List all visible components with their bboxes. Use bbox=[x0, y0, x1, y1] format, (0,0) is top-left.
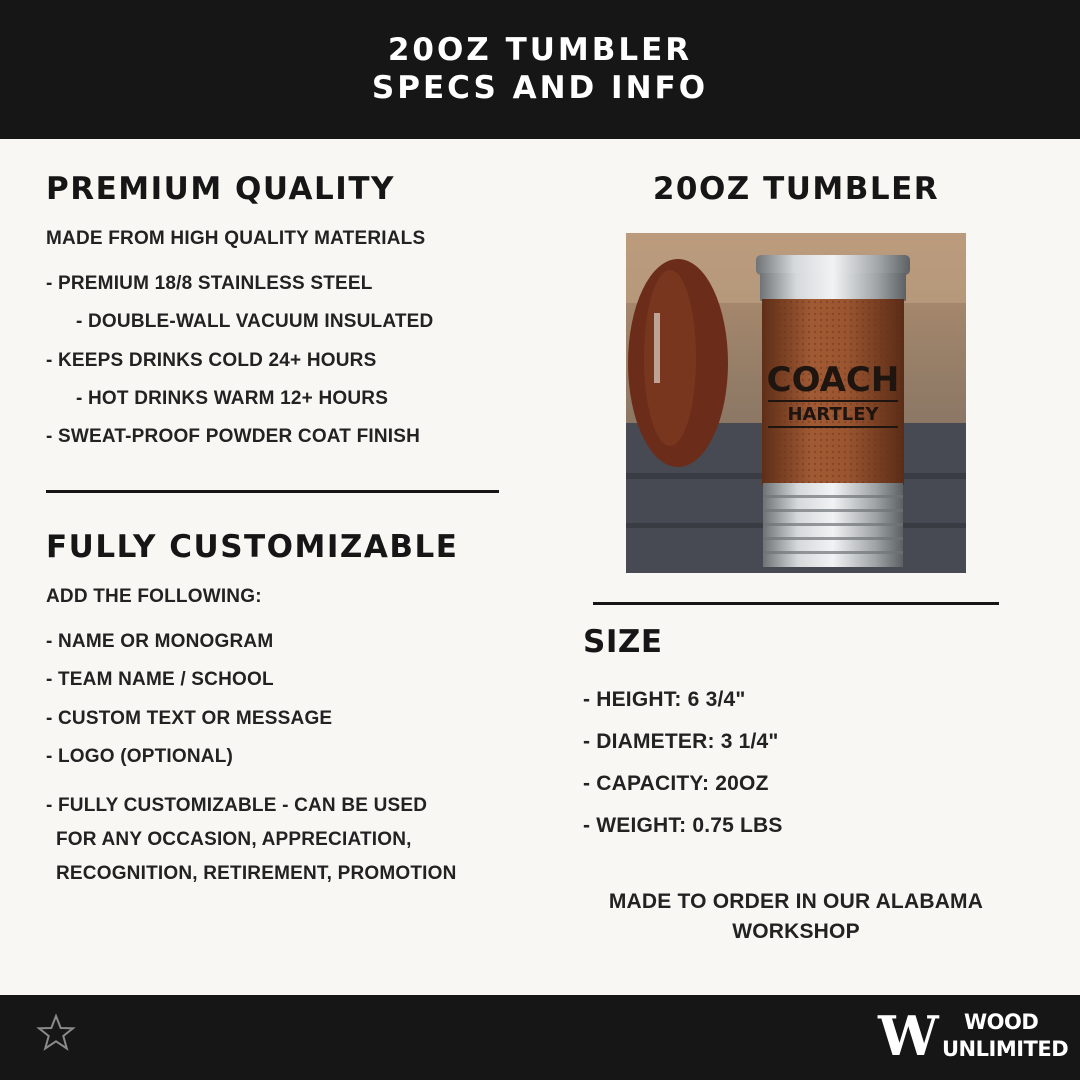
premium-quality-heading: PREMIUM QUALITY bbox=[46, 171, 395, 207]
page-footer bbox=[0, 995, 1080, 1080]
size-item-capacity: - CAPACITY: 20OZ bbox=[583, 772, 769, 795]
size-item-height: - HEIGHT: 6 3/4" bbox=[583, 688, 746, 711]
engraving-line-2: HARTLEY bbox=[787, 404, 879, 425]
made-to-order-line-2: WORKSHOP bbox=[732, 920, 860, 943]
page-header bbox=[0, 0, 1080, 139]
custom-item-name: - NAME OR MONOGRAM bbox=[46, 631, 274, 652]
custom-item-text: - CUSTOM TEXT OR MESSAGE bbox=[46, 708, 333, 729]
custom-item-logo: - LOGO (OPTIONAL) bbox=[46, 746, 234, 767]
wood-unlimited-logo bbox=[876, 1005, 1069, 1069]
customizable-intro: ADD THE FOLLOWING: bbox=[46, 586, 262, 607]
logo-mark: W bbox=[878, 1005, 939, 1065]
custom-note-line-1: - FULLY CUSTOMIZABLE - CAN BE USED bbox=[46, 795, 428, 816]
engraving-line-1: COACH bbox=[766, 360, 900, 400]
logo-word-wood: WOOD bbox=[964, 1010, 1039, 1034]
premium-item-insulated: - DOUBLE-WALL VACUUM INSULATED bbox=[76, 311, 434, 332]
custom-note-line-3: RECOGNITION, RETIREMENT, PROMOTION bbox=[56, 863, 457, 884]
customizable-heading: FULLY CUSTOMIZABLE bbox=[46, 529, 459, 565]
product-heading: 20OZ TUMBLER bbox=[652, 171, 940, 207]
tumbler-photo bbox=[626, 233, 966, 573]
custom-item-team: - TEAM NAME / SCHOOL bbox=[46, 669, 274, 690]
custom-note-line-2: FOR ANY OCCASION, APPRECIATION, bbox=[56, 829, 412, 850]
size-item-diameter: - DIAMETER: 3 1/4" bbox=[583, 730, 779, 753]
made-to-order-line-1: MADE TO ORDER IN OUR ALABAMA bbox=[608, 890, 984, 913]
header-title-line-2: SPECS AND INFO bbox=[371, 69, 709, 106]
logo-word-unlimited: UNLIMITED bbox=[942, 1037, 1069, 1061]
premium-item-steel: - PREMIUM 18/8 STAINLESS STEEL bbox=[46, 273, 373, 294]
star-outline-icon bbox=[36, 1013, 76, 1053]
header-title-line-1: 20OZ TUMBLER bbox=[387, 32, 693, 69]
premium-item-finish: - SWEAT-PROOF POWDER COAT FINISH bbox=[46, 426, 421, 447]
size-heading: SIZE bbox=[583, 624, 663, 660]
left-divider bbox=[46, 490, 499, 493]
premium-item-cold: - KEEPS DRINKS COLD 24+ HOURS bbox=[46, 350, 377, 371]
right-divider bbox=[593, 602, 999, 605]
premium-item-hot: - HOT DRINKS WARM 12+ HOURS bbox=[76, 388, 389, 409]
premium-intro: MADE FROM HIGH QUALITY MATERIALS bbox=[46, 228, 426, 249]
size-item-weight: - WEIGHT: 0.75 LBS bbox=[583, 814, 783, 837]
